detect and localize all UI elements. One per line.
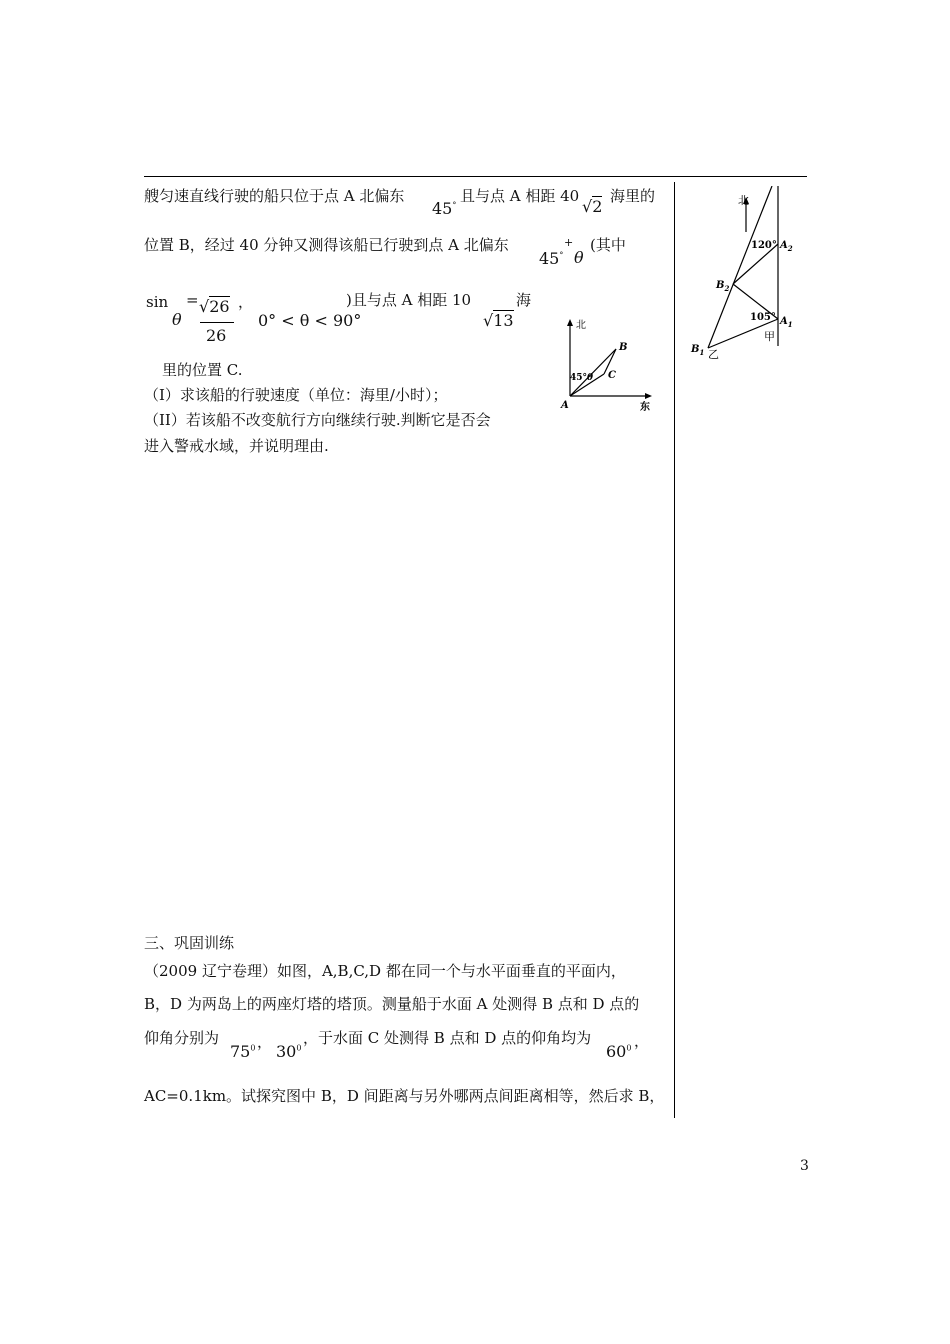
- section3-p1: （2009 辽宁卷理）如图，A,B,C,D 都在同一个与水平面垂直的平面内，: [144, 962, 626, 980]
- label-B2: $B_2$: [716, 280, 730, 293]
- comma-2: ，: [257, 1033, 273, 1051]
- angle-60: $60^0$: [606, 1042, 632, 1061]
- problem-line3-b: 海: [516, 291, 532, 309]
- question-2: （II）若该船不改变航行方向继续行驶.判断它是否会: [144, 411, 491, 429]
- top-rule: [144, 176, 807, 177]
- angle-75: $75^0$: [230, 1042, 256, 1061]
- label-A: A: [561, 400, 569, 411]
- page-number: 3: [800, 1158, 809, 1174]
- label-A1: $A_1$: [780, 316, 793, 329]
- section3-p3-b: ，于水面 C 处测得 B 点和 D 点的仰角均为: [303, 1029, 592, 1047]
- label-45-deg: 45°: [570, 373, 588, 383]
- fraction-bar: [200, 322, 234, 323]
- problem-line1-b: 且与点 A 相距 40: [460, 187, 580, 205]
- sqrt-13: √13: [483, 311, 514, 330]
- problem-line3-a: )且与点 A 相距 10: [346, 291, 472, 309]
- section3-p3-a: 仰角分别为: [144, 1029, 220, 1047]
- path-yi: [708, 186, 772, 348]
- problem-line2-b: (其中: [590, 236, 626, 254]
- label-north: 北: [738, 194, 749, 207]
- fraction-numerator: √26: [199, 297, 230, 316]
- question-2-cont: 进入警戒水域，并说明理由.: [144, 437, 329, 455]
- angle-30: $30^0$: [276, 1042, 302, 1061]
- label-C: C: [608, 370, 616, 381]
- problem-line1-c: 海里的: [610, 187, 656, 205]
- sin-label: sin: [146, 293, 169, 311]
- label-120-deg: 120°: [751, 240, 777, 251]
- theta-range: 0° < θ < 90°: [258, 311, 362, 330]
- label-theta: θ: [587, 373, 594, 383]
- east-arrow: [645, 393, 652, 399]
- label-A2: $A_2$: [780, 240, 793, 253]
- section-heading: 三、巩固训练: [144, 934, 235, 952]
- figure-ship-course: [556, 316, 660, 420]
- comma: ，: [238, 293, 254, 311]
- label-B: B: [619, 342, 628, 353]
- label-B1: $B_1$: [691, 344, 705, 357]
- theta-symbol-2: θ: [172, 310, 182, 329]
- plus-sign: +: [564, 236, 574, 249]
- theta-symbol: θ: [574, 248, 584, 267]
- fraction-denominator: 26: [206, 326, 227, 345]
- section3-p4: AC=0.1km。试探究图中 B，D 间距离与另外哪两点间距离相等，然后求 B，: [144, 1087, 665, 1105]
- label-105-deg: 105°: [750, 312, 776, 323]
- comma-3: ，: [634, 1032, 650, 1050]
- north-arrow: [567, 319, 573, 326]
- figure-pursuit: [688, 186, 798, 366]
- problem-line2-a: 位置 B，经过 40 分钟又测得该船已行驶到点 A 北偏东: [144, 236, 509, 254]
- section3-p2: B，D 为两岛上的两座灯塔的塔顶。测量船于水面 A 处测得 B 点和 D 点的: [144, 995, 640, 1013]
- label-yi: 乙: [708, 348, 719, 361]
- sqrt-2: √2: [582, 197, 603, 216]
- problem-line4: 里的位置 C.: [162, 361, 243, 379]
- label-jia: 甲: [764, 330, 775, 343]
- question-1: （I）求该船的行驶速度（单位：海里/小时）；: [144, 386, 448, 404]
- label-east: 东: [640, 402, 650, 413]
- column-divider: [674, 182, 675, 1118]
- label-north: 北: [576, 320, 586, 331]
- angle-45-b: 45°: [539, 249, 564, 268]
- equals-sign: =: [186, 291, 199, 309]
- angle-45: 45°: [432, 199, 457, 218]
- problem-line1-a: 艘匀速直线行驶的船只位于点 A 北偏东: [144, 187, 405, 205]
